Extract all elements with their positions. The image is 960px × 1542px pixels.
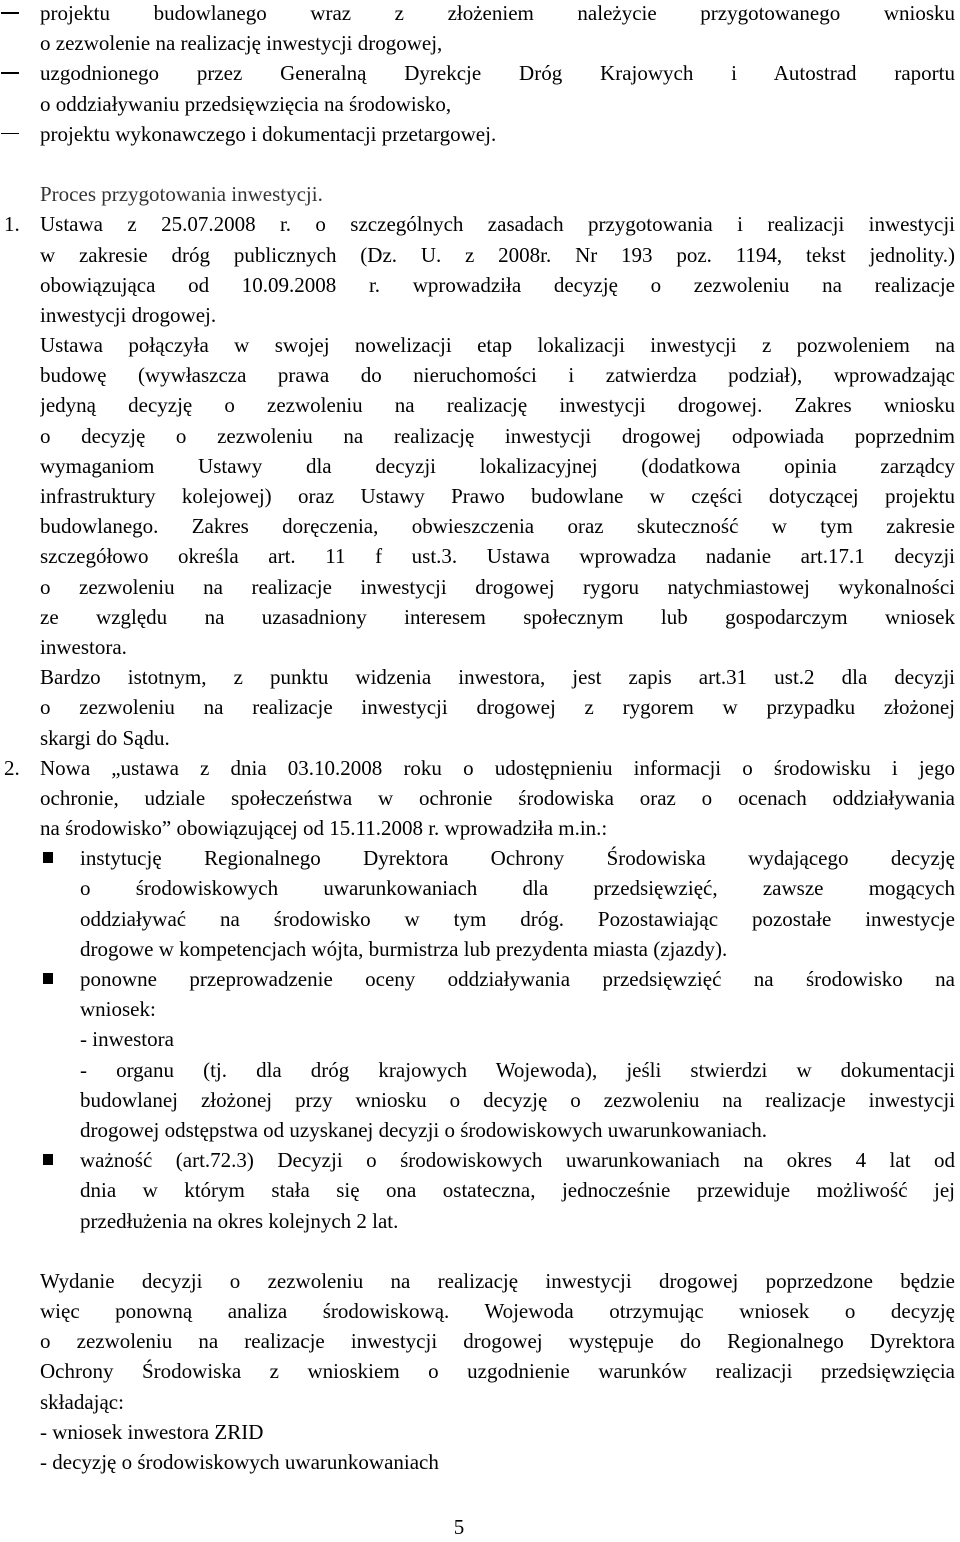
text-line: Ustawa połączyła w swojej nowelizacji etap lokalizacji inwestycji z pozwoleniem na bbox=[40, 333, 955, 358]
square-bullet-icon bbox=[43, 973, 53, 984]
text-line: jedyną decyzję o zezwoleniu na realizację inwestycji drogowej. Zakres wniosku bbox=[40, 393, 955, 418]
dash-marker bbox=[1, 12, 19, 14]
text-line: składając: bbox=[40, 1389, 124, 1414]
page-number: 5 bbox=[453, 1515, 465, 1539]
text-line: w zakresie dróg publicznych (Dz. U. z 2008r. Nr 193 poz. 1194, tekst jednolity.) bbox=[40, 242, 955, 267]
dash-item bbox=[0, 58, 960, 118]
bullet-item bbox=[0, 1145, 960, 1236]
bullet-item bbox=[0, 964, 960, 1145]
text-line: o środowiskowych uwarunkowaniach dla przedsięwzięć, zawsze mogących bbox=[80, 876, 955, 901]
closing-paragraph bbox=[0, 1266, 960, 1477]
text-line: Wydanie decyzji o zezwoleniu na realizację inwestycji drogowej poprzedzone będzie bbox=[40, 1268, 955, 1293]
text-line: Ustawa z 25.07.2008 r. o szczególnych zasadach przygotowania i realizacji inwestycji bbox=[40, 212, 955, 237]
dash-marker bbox=[1, 72, 19, 74]
item-number: 2. bbox=[4, 755, 20, 780]
spacer bbox=[0, 149, 960, 179]
dash-item bbox=[0, 119, 960, 149]
text-line: obowiązująca od 10.09.2008 r. wprowadziła decyzję o zezwoleniu na realizacje bbox=[40, 272, 955, 297]
text-line: instytucję Regionalnego Dyrektora Ochrony Środowiska wydającego decyzję bbox=[80, 846, 955, 871]
item-number: 1. bbox=[4, 212, 20, 237]
dash-list bbox=[0, 0, 960, 149]
numbered-item-1 bbox=[0, 209, 960, 752]
text-line: ważność (art.72.3) Decyzji o środowiskowych uwarunkowaniach na okres 4 lat od bbox=[80, 1148, 955, 1173]
text-line: dnia w którym stała się ona ostateczna, jednocześnie przewiduje możliwość jej bbox=[80, 1178, 955, 1203]
text-line: oddziaływać na środowisko w tym dróg. Pozostawiając pozostałe inwestycje bbox=[80, 906, 955, 931]
text-line: drogowej odstępstwa od uzyskanej decyzji o środowiskowych uwarunkowaniach. bbox=[80, 1117, 768, 1142]
text-line: przedłużenia na okres kolejnych 2 lat. bbox=[80, 1208, 399, 1233]
dash-item bbox=[0, 0, 960, 58]
text-line: wymaganiom Ustawy dla decyzji lokalizacyjnej (dodatkowa opinia zarządcy bbox=[40, 453, 955, 478]
text-line: - wniosek inwestora ZRID bbox=[40, 1419, 264, 1444]
spacer bbox=[0, 1236, 960, 1266]
text-line: ze względu na uzasadniony interesem społecznym lub gospodarczym wniosek bbox=[40, 604, 955, 629]
bullet-item bbox=[0, 843, 960, 964]
text-line: projektu budowlanego wraz z złożeniem należycie przygotowanego wniosku bbox=[40, 1, 955, 25]
square-bullet-icon bbox=[43, 1154, 53, 1165]
text-line: skargi do Sądu. bbox=[40, 725, 170, 750]
text-line: budowlanej złożonej przy wniosku o decyzję o zezwoleniu na realizacje inwestycji bbox=[80, 1087, 955, 1112]
text-line: wniosek: bbox=[80, 997, 156, 1022]
text-line: szczegółowo określa art. 11 f ust.3. Ustawa wprowadza nadanie art.17.1 decyzji bbox=[40, 544, 955, 569]
text-line: ochronie, udziale społeczeństwa w ochronie środowiska oraz o ocenach oddziaływania bbox=[40, 785, 955, 810]
text-line: więc ponowną analiza środowiskową. Wojewoda otrzymując wniosek o decyzję bbox=[40, 1299, 955, 1324]
text-line: budowlanego. Zakres doręczenia, obwieszczenia oraz skuteczność w tym zakresie bbox=[40, 514, 955, 539]
text-line: Nowa „ustawa z dnia 03.10.2008 roku o udostępnieniu informacji o środowisku i jego bbox=[40, 755, 955, 780]
text-line: budowę (wywłaszcza prawa do nieruchomości i zatwierdza podział), wprowadzając bbox=[40, 363, 955, 388]
numbered-item-2 bbox=[0, 753, 960, 844]
text-line: inwestycji drogowej. bbox=[40, 302, 217, 327]
text-line: o oddziaływaniu przedsięwzięcia na środowisko, bbox=[40, 91, 452, 116]
text-line: o zezwoleniu na realizacje inwestycji drogowej rygoru natychmiastowej wykonalności bbox=[40, 574, 955, 599]
bullet-list bbox=[0, 843, 960, 1235]
text-line: o zezwoleniu na realizacje inwestycji drogowej z rygorem w przypadku złożonej bbox=[40, 695, 955, 720]
text-line: Ochrony Środowiska z wnioskiem o uzgodnienie warunków realizacji przedsięwzięcia bbox=[40, 1359, 955, 1384]
text-line: infrastruktury kolejowej) oraz Ustawy Prawo budowlane w części dotyczącej projektu bbox=[40, 484, 955, 508]
dash-marker bbox=[1, 133, 19, 135]
text-line: - decyzję o środowiskowych uwarunkowaniach bbox=[40, 1450, 439, 1474]
text-line: inwestora. bbox=[40, 634, 127, 659]
section-heading: Proces przygotowania inwestycji. bbox=[40, 182, 323, 207]
text-line: o zezwolenie na realizację inwestycji drogowej, bbox=[40, 31, 443, 56]
text-line: o zezwoleniu na realizacje inwestycji drogowej występuje do Regionalnego Dyrektora bbox=[40, 1329, 955, 1354]
text-line: projektu wykonawczego i dokumentacji przetargowej. bbox=[40, 121, 497, 146]
text-line: - organu (tj. dla dróg krajowych Wojewoda), jeśli stwierdzi w dokumentacji bbox=[80, 1057, 955, 1082]
text-line: o decyzję o zezwoleniu na realizację inwestycji drogowej odpowiada poprzednim bbox=[40, 423, 955, 448]
text-line: uzgodnionego przez Generalną Dyrekcje Dróg Krajowych i Autostrad raportu bbox=[40, 61, 955, 86]
text-line: na środowisko” obowiązującej od 15.11.2008 r. wprowadziła m.in.: bbox=[40, 816, 608, 841]
text-line: ponowne przeprowadzenie oceny oddziaływania przedsięwzięć na środowisko na bbox=[80, 967, 955, 991]
text-line: - inwestora bbox=[80, 1027, 174, 1052]
text-line: drogowe w kompetencjach wójta, burmistrza lub prezydenta miasta (zjazdy). bbox=[80, 936, 728, 961]
text-line: Bardzo istotnym, z punktu widzenia inwestora, jest zapis art.31 ust.2 dla decyzji bbox=[40, 665, 955, 690]
square-bullet-icon bbox=[43, 852, 53, 863]
